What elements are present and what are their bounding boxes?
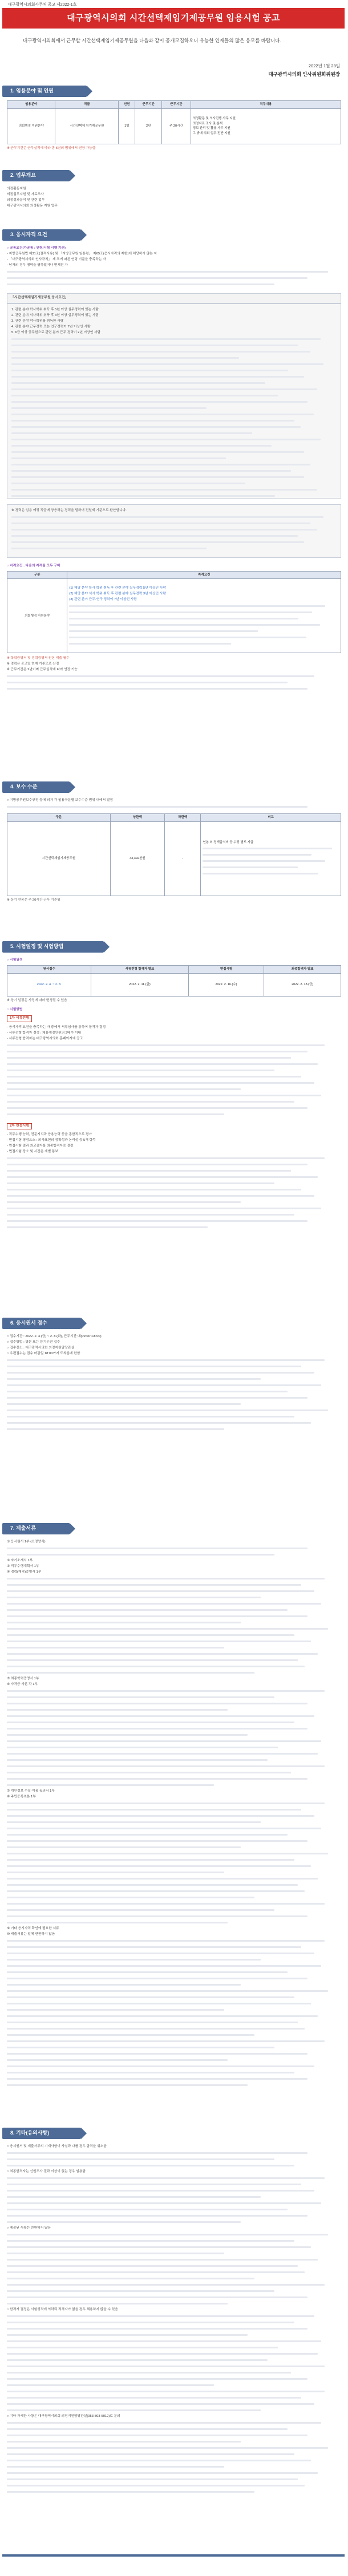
cell-grade: 시간선택제 임기제공무원 <box>55 108 119 144</box>
col-pay-remarks: 비고 <box>201 813 341 821</box>
stage-1-line: - 응시자격 요건을 충족하는 자 중에서 서류심사를 통하여 합격자 결정 <box>7 1025 106 1029</box>
col-field: 임용분야 <box>7 101 55 109</box>
doc-item: ⑨ 기타 응시자격 확인에 필요한 서류 <box>7 1926 59 1930</box>
col-sched-final: 최종합격자 발표 <box>264 965 341 973</box>
text-filler <box>7 1155 341 1230</box>
pay-note: ※ 상기 연봉은 주 20시간 근무 기준임 <box>7 898 60 902</box>
misc-item: ○ 기타 자세한 사항은 대구광역시의회 의정지원담당관실(053-803-5012)로 문의 <box>7 2414 120 2418</box>
pay-table <box>7 813 341 896</box>
section-1-title: 1. 임용분야 및 인원 <box>10 88 54 94</box>
apply-line: ○ 접수기간 : 2022. 2. 4.(금) ~ 2. 8.(화), 근무시간 내(09:00~18:00) <box>7 1335 102 1338</box>
section-2-body <box>7 186 341 229</box>
doc-item: ⑥ 자격증 사본 각 1부 <box>7 1682 38 1686</box>
section-5-body <box>7 957 341 1311</box>
pay-remarks-text: 연봉 외 정액급식비 등 수당 별도 지급 <box>203 841 254 845</box>
section-7-heading <box>2 1523 70 1534</box>
text-filler <box>7 2150 341 2169</box>
section-7-title: 7. 제출서류 <box>10 1525 36 1532</box>
grade-box-line: 5. 6급 이상 공무원으로 관련 분야 근무 경력이 2년 이상인 사람 <box>11 330 101 334</box>
text-filler <box>7 1357 341 1432</box>
doc-item: ⑤ 최종학력증명서 1부 <box>7 1676 39 1680</box>
section-1-note: ※ 근무기간은 근무실적에 따라 총 5년의 범위에서 연장 가능함 <box>7 146 96 150</box>
grade-box-line: 4. 관련 분야 근무경력 또는 연구경력이 7년 이상인 사람 <box>11 325 91 329</box>
cell-sched-apply: 2022. 2. 4. ~ 2. 8. <box>7 973 91 996</box>
grade-box-line: 2. 관련 분야 석사학위 취득 후 3년 이상 실무경력이 있는 사람 <box>11 313 99 317</box>
misc-item: ○ 합격자 결정은 시험성적에 의하되 적격자가 없을 경우 채용하지 않을 수 있음 <box>7 2307 118 2311</box>
col-sched-interview: 면접시험 <box>188 965 264 973</box>
req-item: (3) 관련 분야 근무·연구 경력이 7년 이상인 사람 <box>69 597 137 601</box>
req-note: ※ 근무기간은 2년이며 근무실적에 따라 연장 가능 <box>7 668 78 672</box>
section-5-title: 5. 시험일정 및 시험방법 <box>10 943 64 950</box>
text-filler <box>7 1042 341 1117</box>
cell-count: 1명 <box>119 108 135 144</box>
apply-line: ○ 우편접수는 접수 마감일 18:00까지 도착분에 한함 <box>7 1351 80 1355</box>
req-item: (1) 해당 분야 학사 학위 취득 후 관련 분야 실무경력 5년 이상인 사람 <box>69 586 166 590</box>
page-title <box>2 8 345 29</box>
text-filler <box>7 1545 341 1558</box>
section-4-body <box>7 797 341 934</box>
section-6-body <box>7 1334 341 1516</box>
doc-item: ② 자기소개서 1부 <box>7 1558 33 1562</box>
col-pay-low: 하한액 <box>164 813 200 821</box>
section-6-heading <box>2 1318 81 1329</box>
footer-bar <box>2 2554 345 2557</box>
col-sched-apply: 원서접수 <box>7 965 91 973</box>
common-req-label: ○ 공통요건(가공통 : 연령/시험 시행 기준) <box>7 246 66 250</box>
schedule-table <box>7 965 341 997</box>
req-label: ○ 자격요건 : 다음의 자격을 모두 구비 <box>7 564 60 568</box>
announce-org: 대구광역시의회 인사위원회위원장 <box>268 71 340 77</box>
overview-item: 의정활동지원 <box>7 187 26 191</box>
req-note: ※ 학력증명서 및 경력증명서 원본 제출 필수 <box>7 657 70 661</box>
section-3-title: 3. 응시자격 요건 <box>10 232 47 238</box>
text-filler <box>7 673 341 692</box>
duty-item: 그 밖에 의회 업무 전반 지원 <box>192 131 230 135</box>
section-6-title: 6. 응시원서 접수 <box>10 1320 47 1326</box>
text-filler <box>7 2420 341 2495</box>
text-filler <box>69 603 339 647</box>
pay-line: ○ 지방공무원보수규정 등에 의거 각 임용구분별 보수수준 범위 내에서 결정 <box>7 799 113 802</box>
col-duties: 직무내용 <box>191 101 341 109</box>
page-title-text: 대구광역시의회 시간선택제임기제공무원 임용시험 공고 <box>67 13 280 23</box>
section-4-title: 4. 보수 수준 <box>10 784 38 790</box>
intro-text: 대구광역시의회에서 근무할 시간선택제임기제공무원을 다음과 같이 공개모집하오니 유능한 인재들의 많은 응모를 바랍니다. <box>23 38 281 43</box>
text-filler <box>203 845 339 877</box>
misc-item: ○ 제출된 서류는 반환하지 않음 <box>7 2226 51 2230</box>
cell-kind: 의회행정 지원분야 <box>7 579 67 653</box>
cell-requirements <box>67 579 341 653</box>
cell-sched-interview: 2022. 2. 16.(수) <box>188 973 264 996</box>
section-5-heading <box>2 941 104 953</box>
stage-1-line: - 서류전형 합격자 결정 : 채용예정인원의 3배수 이내 <box>7 1031 82 1035</box>
doc-item: ⑦ 개인정보 수집·이용 동의서 1부 <box>7 1789 55 1793</box>
doc-item: ⑧ 주민등록초본 1부 <box>7 1795 36 1799</box>
overview-item: 대구광역시의회 의정활동 지원 업무 <box>7 204 58 208</box>
apply-line: ○ 접수장소 : 대구광역시의회 의정지원담당관실 <box>7 1346 74 1350</box>
common-req-line: - 「대구광역시의회 인사규칙」 제 조에 따른 연령 기준을 충족하는 자 <box>7 257 106 261</box>
section-3-heading <box>2 229 81 241</box>
col-pay-kind: 구분 <box>7 813 111 821</box>
col-count: 인원 <box>119 101 135 109</box>
cell-pay-kind: 시간선택제임기제공무원 <box>7 821 111 896</box>
text-filler <box>7 804 341 810</box>
text-filler <box>7 269 341 287</box>
notice-number: 대구광역시의회사무처 공고 제2022-1호 <box>8 3 77 7</box>
text-filler <box>7 1800 341 1926</box>
doc-item: ⑩ 제출서류는 일체 반환하지 않음 <box>7 1932 55 1936</box>
text-filler <box>7 2231 341 2307</box>
position-table <box>7 100 341 144</box>
text-filler <box>7 1688 341 1788</box>
col-kind: 구분 <box>7 571 67 579</box>
cell-period: 2년 <box>135 108 162 144</box>
section-1-heading <box>2 86 87 97</box>
overview-item: 의정성과분석 및 관련 업무 <box>7 198 45 202</box>
doc-item: ③ 직무수행계획서 1부 <box>7 1564 39 1568</box>
cell-pay-remarks <box>201 821 341 896</box>
col-sched-doc: 서류전형 합격자 발표 <box>91 965 188 973</box>
section-2-title: 2. 업무개요 <box>10 172 36 179</box>
grade-box-line: 3. 관련 분야 박사학위를 취득한 사람 <box>11 319 64 323</box>
stage-1-tag: 1차 서류전형 <box>7 1015 32 1022</box>
warn-box-text: ※ 경력은 임용 예정 직급에 상응하는 경력을 말하며 전일제 기준으로 환산합니다. <box>11 508 127 512</box>
grade-box-line: 1. 관련 분야 학사학위 취득 후 5년 이상 실무경력이 있는 사람 <box>11 307 99 311</box>
doc-item: ① 응시원서 1부 (소정양식) <box>7 1540 46 1544</box>
section-8-heading <box>2 2128 81 2139</box>
section-3-body <box>7 245 341 776</box>
text-filler <box>7 2313 341 2413</box>
misc-item: ○ 응시원서 및 제출서류의 기재사항이 사실과 다를 경우 합격을 취소함 <box>7 2145 107 2148</box>
overview-item: 의정업무지원 및 자료조사 <box>7 192 44 196</box>
requirement-table <box>7 571 341 654</box>
cell-duties <box>191 108 341 144</box>
grade-box-title: 「시간선택제임기제공무원 응시요건」 <box>7 293 341 303</box>
col-pay-high: 상한액 <box>110 813 164 821</box>
cell-hours: 주 20시간 <box>162 108 191 144</box>
announce-date: 2022년 1월 28일 <box>308 63 340 68</box>
cell-pay-high: 43,392천원 <box>110 821 164 896</box>
text-filler <box>7 1938 341 2088</box>
misc-item: ○ 최종합격자는 신원조사 결과 이상이 없는 경우 임용함 <box>7 2169 86 2173</box>
duty-item: 정보 관리 및 활용 사무 지원 <box>192 127 230 131</box>
stage-2-line: - 면접시험 결과 최고점자를 최종합격자로 결정 <box>7 1144 74 1148</box>
cell-field: 의회행정 지원분야 <box>7 108 55 144</box>
req-note: ※ 경력은 공고일 현재 기준으로 산정 <box>7 662 59 666</box>
text-filler <box>7 1575 341 1676</box>
text-filler <box>7 2175 341 2225</box>
col-grade: 직급 <box>55 101 119 109</box>
schedule-label: ○ 시험일정 <box>7 958 23 962</box>
section-2-heading <box>2 170 70 181</box>
stage-2-line: - 직무수행 능력, 전문지식과 응용능력 등을 종합적으로 평가 <box>7 1133 92 1137</box>
common-req-line: - 지방공무원법 제31조(결격사유) 및 「지방공무원 임용령」 제65조(응시자격의 제한)에 해당하지 않는 자 <box>7 252 157 256</box>
duty-item: 의정활동 및 의사진행 사무 지원 <box>192 116 236 120</box>
col-hours: 근무시간 <box>162 101 191 109</box>
stage-2-line: - 면접시험 장소 및 시간은 개별 통보 <box>7 1149 58 1153</box>
apply-line: ○ 접수방법 : 방문 또는 등기우편 접수 <box>7 1340 60 1344</box>
text-filler <box>11 336 337 499</box>
grade-box <box>7 303 341 499</box>
cell-pay-low: - <box>164 821 200 896</box>
section-7-body <box>7 1539 341 2121</box>
stage-1-line: - 서류전형 합격자는 대구광역시의회 홈페이지에 공고 <box>7 1036 83 1040</box>
schedule-note: ※ 상기 일정은 사정에 따라 변경될 수 있음 <box>7 998 67 1002</box>
text-filler <box>11 514 337 552</box>
stage-2-line: - 면접시험 평정요소 : 의사표현의 정확성과 논리성 등 5개 항목 <box>7 1139 96 1142</box>
cell-sched-final: 2022. 2. 18.(금) <box>264 973 341 996</box>
warn-box <box>7 504 341 558</box>
cell-sched-doc: 2022. 2. 11.(금) <box>91 973 188 996</box>
section-1-body <box>7 100 341 169</box>
stage-2-tag: 2차 면접시험 <box>7 1123 32 1129</box>
doc-item: ④ 경력(재직)증명서 1부 <box>7 1570 42 1574</box>
section-8-title: 8. 기타(유의사항) <box>10 2130 50 2136</box>
method-label: ○ 시험방법 <box>7 1008 23 1012</box>
common-req-line: - 남자의 경우 병역을 필하였거나 면제된 자 <box>7 263 68 267</box>
duty-item: 의정자료 조사 및 분석 <box>192 121 223 125</box>
section-4-heading <box>2 781 70 793</box>
col-period: 근무기간 <box>135 101 162 109</box>
section-8-body <box>7 2144 341 2549</box>
col-requirement: 자격요건 <box>67 571 341 579</box>
req-item: (2) 해당 분야 석사 학위 취득 후 관련 분야 실무경력 3년 이상인 사람 <box>69 592 166 596</box>
